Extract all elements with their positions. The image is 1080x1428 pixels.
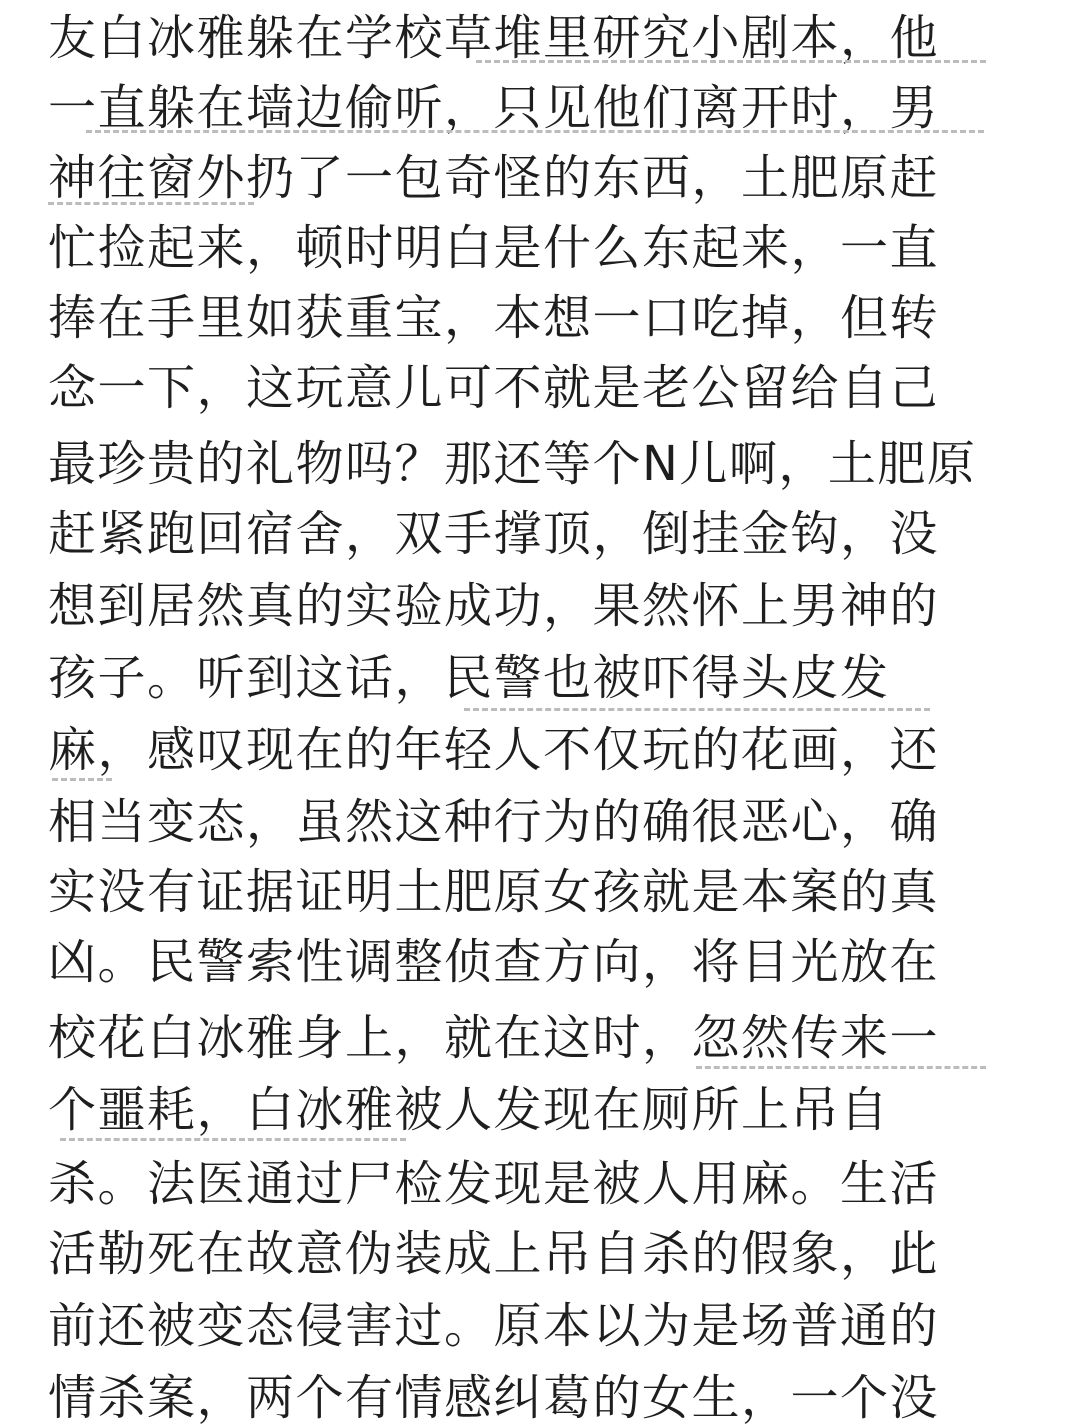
text-line: 相当变态，虽然这种行为的确很恶心，确 [48, 794, 940, 850]
text-line: 孩子。听到这话，民警也被吓得头皮发 [48, 650, 890, 706]
highlight-underline [696, 1066, 986, 1069]
highlight-underline [60, 1138, 406, 1141]
text-line: 念一下，这玩意儿可不就是老公留给自己 [48, 360, 940, 416]
text-line: 麻，感叹现在的年轻人不仅玩的花画，还 [48, 722, 940, 778]
text-line: 神往窗外扔了一包奇怪的东西，土肥原赶 [48, 150, 940, 206]
text-line: 杀。法医通过尸检发现是被人用麻。生活 [48, 1156, 940, 1212]
highlight-underline [48, 202, 254, 205]
text-line: 忙捡起来，顿时明白是什么东起来，一直 [48, 220, 940, 276]
highlight-underline [476, 60, 986, 63]
text-line: 最珍贵的礼物吗？那还等个N儿啊，土肥原 [48, 436, 977, 492]
highlight-underline [86, 130, 984, 133]
text-line: 前还被变态侵害过。原本以为是场普通的 [48, 1298, 940, 1354]
text-line: 活勒死在故意伪装成上吊自杀的假象，此 [48, 1226, 940, 1282]
text-line: 赶紧跑回宿舍，双手撑顶，倒挂金钩，没 [48, 506, 940, 562]
text-line: 凶。民警索性调整侦查方向，将目光放在 [48, 934, 940, 990]
text-line: 友白冰雅躲在学校草堆里研究小剧本，他 [48, 10, 940, 66]
text-line: 实没有证据证明土肥原女孩就是本案的真 [48, 864, 940, 920]
text-line: 想到居然真的实验成功，果然怀上男神的 [48, 578, 940, 634]
text-line: 捧在手里如获重宝，本想一口吃掉，但转 [48, 290, 940, 346]
highlight-underline [464, 708, 930, 711]
text-line: 情杀案，两个有情感纠葛的女生，一个没 [48, 1370, 940, 1426]
highlight-underline [52, 778, 112, 781]
text-line: 校花白冰雅身上，就在这时，忽然传来一 [48, 1010, 940, 1066]
text-line: 一直躲在墙边偷听，只见他们离开时，男 [48, 80, 940, 136]
text-line: 个噩耗，白冰雅被人发现在厕所上吊自 [48, 1082, 890, 1138]
